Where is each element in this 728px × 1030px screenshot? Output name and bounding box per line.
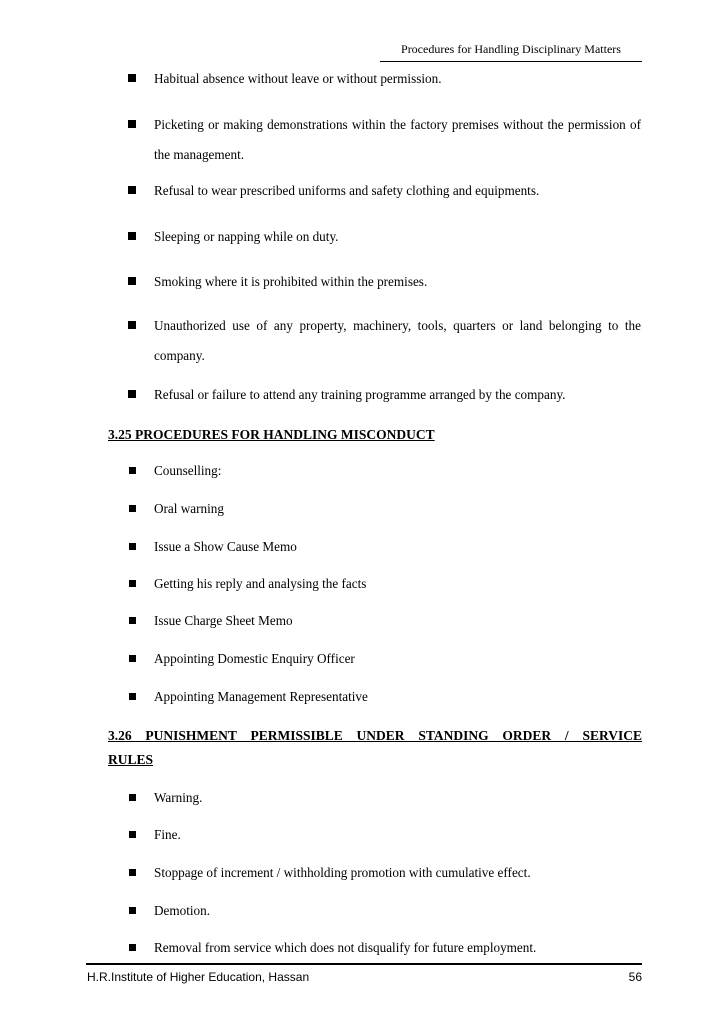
list-item-text: Unauthorized use of any property, machinery, tools, quarters or land belonging to the company. <box>154 318 641 363</box>
list-item <box>154 311 641 371</box>
list-item <box>154 110 641 170</box>
square-bullet-icon <box>129 693 136 700</box>
square-bullet-icon <box>128 74 136 82</box>
square-bullet-icon <box>129 655 136 662</box>
square-bullet-icon <box>128 120 136 128</box>
list-item-text: Counselling: <box>154 463 222 478</box>
running-header: Procedures for Handling Disciplinary Matters <box>401 42 621 56</box>
list-item-text: Getting his reply and analysing the facts <box>154 576 367 591</box>
list-item-text: Refusal to wear prescribed uniforms and safety clothing and equipments. <box>154 183 540 198</box>
square-bullet-icon <box>128 232 136 240</box>
list-item <box>154 267 641 297</box>
list-item-text: Issue Charge Sheet Memo <box>154 613 293 628</box>
square-bullet-icon <box>128 186 136 194</box>
list-item <box>154 858 641 888</box>
list-item-text: Warning. <box>154 790 203 805</box>
list-item <box>154 456 641 486</box>
list-item-text: Oral warning <box>154 501 224 516</box>
list-item-text: Appointing Domestic Enquiry Officer <box>154 651 355 666</box>
square-bullet-icon <box>129 831 136 838</box>
list-item-text: Sleeping or napping while on duty. <box>154 229 339 244</box>
list-item <box>154 820 641 850</box>
list-item-text: Removal from service which does not disqualify for future employment. <box>154 940 537 955</box>
list-item-text: Stoppage of increment / withholding promotion with cumulative effect. <box>154 865 531 880</box>
list-item <box>154 64 641 94</box>
list-item <box>154 933 641 963</box>
list-item-text: Appointing Management Representative <box>154 689 368 704</box>
section-heading-3-25: 3.25 PROCEDURES FOR HANDLING MISCONDUCT <box>108 427 435 442</box>
square-bullet-icon <box>129 869 136 876</box>
list-item <box>154 783 641 813</box>
square-bullet-icon <box>129 580 136 587</box>
page-number: 56 <box>628 970 642 984</box>
list-item <box>154 682 641 712</box>
square-bullet-icon <box>128 321 136 329</box>
section-heading-3-26: 3.26 PUNISHMENT PERMISSIBLE UNDER STANDING ORDER / SERVICE <box>108 728 642 743</box>
list-item-text: Fine. <box>154 827 181 842</box>
list-item-text: Picketing or making demonstrations within the factory premises without the permission of the management. <box>154 117 641 162</box>
square-bullet-icon <box>128 277 136 285</box>
square-bullet-icon <box>129 543 136 550</box>
list-item-text: Issue a Show Cause Memo <box>154 539 297 554</box>
square-bullet-icon <box>128 390 136 398</box>
list-item <box>154 176 641 206</box>
list-item-text: Habitual absence without leave or without permission. <box>154 71 442 86</box>
square-bullet-icon <box>129 505 136 512</box>
square-bullet-icon <box>129 907 136 914</box>
list-item-text: Refusal or failure to attend any training programme arranged by the company. <box>154 387 566 402</box>
header-rule <box>380 61 642 62</box>
list-item <box>154 896 641 926</box>
list-item <box>154 222 641 252</box>
list-item-text: Smoking where it is prohibited within the premises. <box>154 274 428 289</box>
section-heading-3-26-continued: RULES <box>108 752 154 767</box>
list-item <box>154 380 641 410</box>
square-bullet-icon <box>129 794 136 801</box>
square-bullet-icon <box>129 944 136 951</box>
list-item <box>154 532 641 562</box>
square-bullet-icon <box>129 467 136 474</box>
list-item <box>154 644 641 674</box>
list-item-text: Demotion. <box>154 903 211 918</box>
list-item <box>154 494 641 524</box>
footer-institute: H.R.Institute of Higher Education, Hassan <box>87 970 310 984</box>
list-item <box>154 569 641 599</box>
footer-rule <box>86 963 642 965</box>
square-bullet-icon <box>129 617 136 624</box>
list-item <box>154 606 641 636</box>
